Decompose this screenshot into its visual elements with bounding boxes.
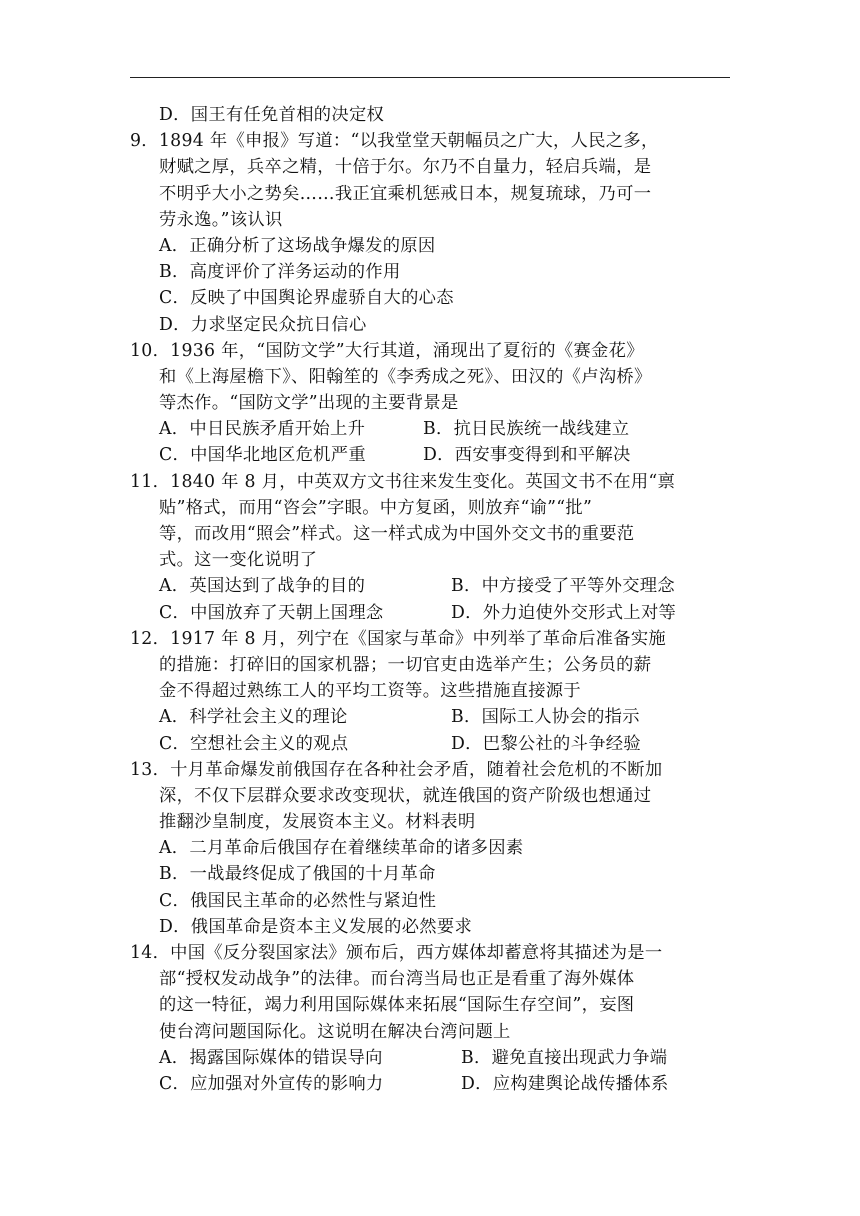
question-stem-line: 式。这一变化说明了 [159,550,318,571]
question-stem-line: 部“授权发动战争”的法律。而台湾当局也正是看重了海外媒体 [159,969,635,990]
option-a: A．科学社会主义的理论 [159,707,348,728]
option-d: D．巴黎公社的斗争经验 [451,733,641,754]
question-stem-line: 14．中国《反分裂国家法》颁布后，西方媒体却蓄意将其描述为是一 [130,940,740,966]
option-c: C．反映了中国舆论界虚骄自大的心态 [159,288,454,309]
question-stem-line: 不明乎大小之势矣……我正宜乘机惩戒日本，规复琉球，乃可一 [159,183,652,204]
option-row [130,573,740,599]
question-stem-line: 等，而改用“照会”样式。这一样式成为中国外交文书的重要范 [159,524,635,544]
option-d: D．力求坚定民众抗日信心 [159,314,367,335]
option-b: B．避免直接出现武力争端 [461,1047,668,1068]
question-stem-line: 12．1917 年 8 月，列宁在《国家与革命》中列举了革命后准备实施 [130,626,740,652]
question-stem-line: 13．十月革命爆发前俄国存在各种社会矛盾，随着社会危机的不断加 [130,757,740,783]
question-10 [130,338,740,469]
question-number: 9． [130,131,159,152]
question-stem-line: 的措施：打碎旧的国家机器；一切官吏由选举产生；公务员的薪 [159,654,652,675]
question-12 [130,626,740,757]
option-a: A．揭露国际媒体的错误导向 [159,1047,383,1068]
question-stem-line: 9．1894 年《申报》写道：“以我堂堂天朝幅员之广大，人民之多， [130,128,740,154]
option-d-previous-question: D．国王有任免首相的决定权 [159,105,385,125]
question-13 [130,757,740,940]
question-stem-line: 贴”格式，而用“咨会”字眼。中方复函，则放弃“谕”“批” [159,497,593,518]
question-11 [130,469,740,626]
option-a: A．二月革命后俄国存在着继续革命的诸多因素 [159,838,524,859]
option-a: A．英国达到了战争的目的 [159,576,366,597]
option-c: C．空想社会主义的观点 [159,733,349,754]
question-stem-line: 深，不仅下层群众要求改变现状，就连俄国的资产阶级也想通过 [159,785,652,806]
option-d: D．西安事变得到和平解决 [423,445,631,466]
question-stem-line: 11．1840 年 8 月，中英双方文书往来发生变化。英国文书不在用“禀 [130,469,740,495]
option-row [130,1071,740,1097]
question-stem-line: 劳永逸。”该认识 [159,209,283,230]
option-d: D．外力迫使外交形式上对等 [451,602,677,623]
option-c: C．中国放弃了天朝上国理念 [159,602,384,623]
question-stem-line: 10．1936 年，“国防文学”大行其道，涌现出了夏衍的《赛金花》 [130,338,740,364]
question-stem-line: 使台湾问题国际化。这说明在解决台湾问题上 [159,1021,511,1042]
question-stem-line: 和《上海屋檐下》、阳翰笙的《李秀成之死》、田汉的《卢沟桥》 [159,366,652,387]
question-stem-line: 财赋之厚，兵卒之精，十倍于尔。尔乃不自量力，轻启兵端，是 [159,157,652,178]
question-14 [130,940,740,1097]
option-a: A．正确分析了这场战争爆发的原因 [159,235,436,256]
question-number: 13． [130,759,171,780]
option-row [130,731,740,757]
option-d: D．俄国革命是资本主义发展的必然要求 [159,916,473,937]
header-rule [130,77,730,78]
question-stem-line: 推翻沙皇制度，发展资本主义。材料表明 [159,812,476,833]
question-number: 14． [130,943,171,963]
option-b: B．中方接受了平等外交理念 [451,576,675,597]
option-a: A．中日民族矛盾开始上升 [159,419,366,440]
option-row [130,1045,740,1071]
document-body [130,102,740,1097]
option-c: C．应加强对外宣传的影响力 [159,1073,384,1094]
option-d: D．应构建舆论战传播体系 [461,1073,669,1094]
option-c: C．俄国民主革命的必然性与紧迫性 [159,890,437,911]
question-number: 11． [130,471,171,492]
option-b: B．一战最终促成了俄国的十月革命 [159,864,436,885]
question-number: 12． [130,628,171,649]
option-row [130,442,740,468]
question-9 [130,128,740,338]
question-number: 10． [130,340,171,361]
option-b: B．高度评价了洋务运动的作用 [159,262,401,283]
option-row [130,704,740,730]
option-c: C．中国华北地区危机严重 [159,445,366,466]
question-stem-line: 等杰作。“国防文学”出现的主要背景是 [159,393,459,414]
option-row [130,416,740,442]
option-b: B．国际工人协会的指示 [451,707,640,728]
question-stem-line: 的这一特征，竭力利用国际媒体来拓展“国际生存空间”，妄图 [159,995,635,1016]
option-b: B．抗日民族统一战线建立 [423,419,630,440]
question-stem-line: 金不得超过熟练工人的平均工资等。这些措施直接源于 [159,681,581,702]
option-row [130,600,740,626]
